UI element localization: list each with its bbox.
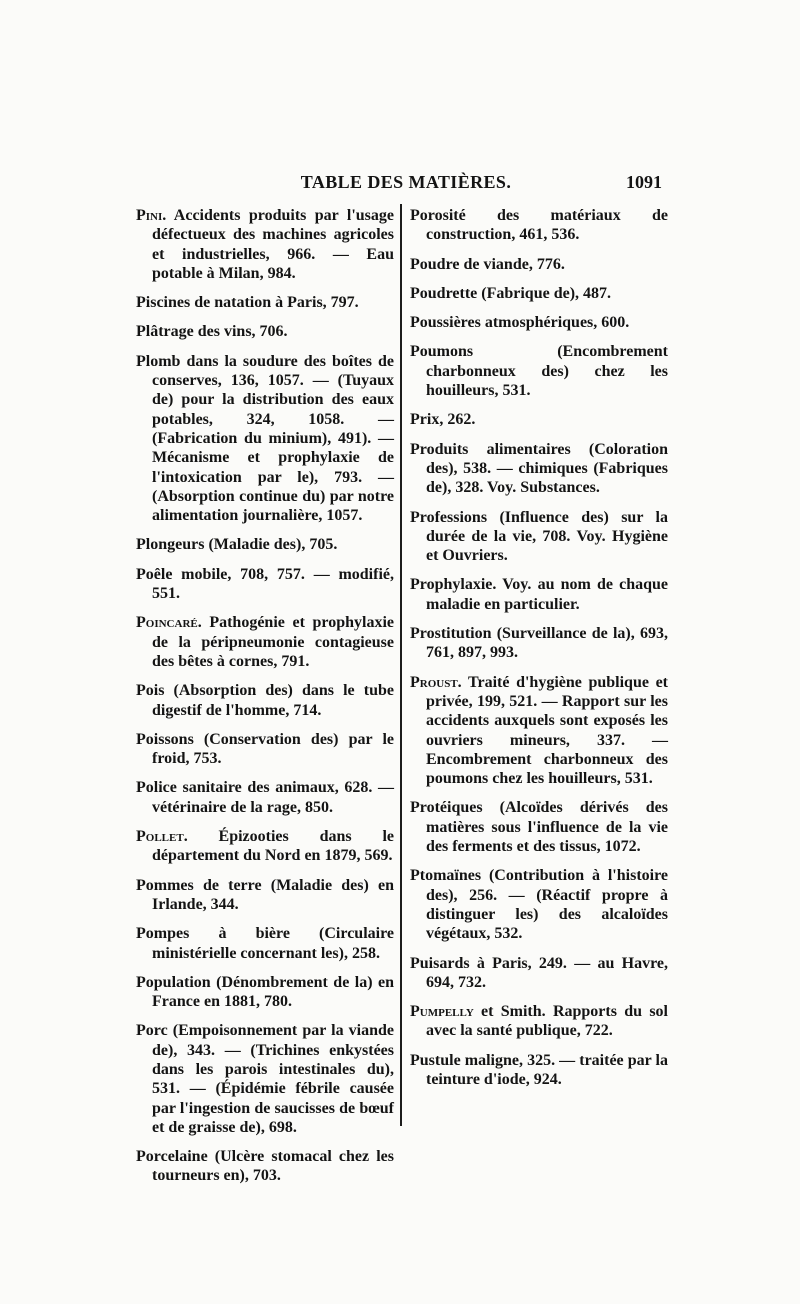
page-header [136,172,676,196]
index-entry [136,924,394,963]
entry-text: Pompes à bière (Circulaire ministérielle concernant les), 258. [136,925,394,962]
entry-text: Poudre de viande, 776. [410,255,565,273]
column-divider [400,204,402,1126]
index-entry [410,508,668,566]
index-entry [136,1147,394,1186]
entry-text: Police sanitaire des animaux, 628. — vétérinaire de la rage, 850. [136,779,394,816]
entry-text: Ptomaïnes (Contribution à l'histoire des), 256. — (Réactif propre à distinguer les) des alcaloïdes végétaux, 532. [410,867,668,943]
entry-text: Pustule maligne, 325. — traitée par la teinture d'iode, 924. [410,1051,668,1088]
index-entry [136,322,394,341]
entry-text: Pois (Absorption des) dans le tube digestif de l'homme, 714. [136,682,394,719]
index-entry [410,440,668,498]
index-entry [136,565,394,604]
entry-head: Pumpelly [410,1003,474,1021]
entry-head: Pollet [136,828,184,846]
running-title: TABLE DES MATIÈRES. [300,172,512,192]
entry-text: Produits alimentaires (Coloration des), 538. — chimiques (Fabriques de), 328. Voy. Substances. [410,440,668,497]
entry-text: Pommes de terre (Maladie des) en Irlande, 344. [136,876,394,913]
entry-text: Poudrette (Fabrique de), 487. [410,284,612,302]
index-column-right [410,206,668,1099]
entry-text: Population (Dénombrement de la) en France en 1881, 780. [136,973,394,1011]
index-entry [136,827,394,866]
entry-text: Professions (Influence des) sur la durée de la vie, 708. Voy. Hygiène et Ouvriers. [410,508,668,565]
entry-text: Porc (Empoisonnement par la viande de), 343. — (Trichines enkystées dans les parois intestinales du), 531. — (Épidémie fébrile causée par l'ingestion de saucisses de bœuf et de graisse de), 698. [136,1022,394,1136]
entry-text: Piscines de natation à Paris, 797. [136,294,359,312]
entry-text: Prix, 262. [410,411,476,429]
entry-head: Proust [410,673,458,691]
index-entry [410,673,668,789]
index-entry [136,730,394,769]
index-entry [410,255,668,274]
entry-text: . Épizooties dans le département du Nord en 1879, 569. [152,828,394,865]
entry-text: Plongeurs (Maladie des), 705. [136,536,338,554]
entry-text: Plomb dans la soudure des boîtes de conserves, 136, 1057. — (Tuyaux de) pour la distribution des eaux potables, 324, 1058. — (Fabrication du minium), 491). — Mécanisme et prophylaxie de l'intoxication par le), 793. — (Absorption continue du) par notre alimentation journalière, 1057. [136,352,394,525]
entry-head: Pini [136,207,163,224]
index-entry [136,613,394,671]
index-entry [410,866,668,943]
entry-text: Poissons (Conservation des) par le froid, 753. [136,730,394,768]
entry-text: . Accidents produits par l'usage défectueux des machines agricoles et industrielles, 966. — Eau potable à Milan, 984. [152,207,394,282]
entry-text: Poussières atmosphériques, 600. [410,314,630,332]
index-entry [410,1051,668,1090]
entry-text: Poêle mobile, 708, 757. — modifié, 551. [136,565,394,603]
index-entry [136,876,394,915]
index-entry [136,206,394,283]
index-entry [410,284,668,303]
entry-text: Poumons (Encombrement charbonneux des) chez les houilleurs, 531. [410,343,668,400]
page-number: 1091 [626,172,662,192]
entry-text: . Traité d'hygiène publique et privée, 199, 521. — Rapport sur les accidents auxquels sont exposés les ouvriers mineurs, 337. — Encombrement charbonneux des poumons chez les houilleurs, 531. [426,673,668,788]
index-entry [136,293,394,312]
index-entry [410,342,668,400]
entry-head: Poincaré [136,614,198,632]
entry-text: Porosité des matériaux de construction, 461, 536. [410,207,668,244]
entry-text: et Smith. Rapports du sol avec la santé publique, 722. [426,1003,668,1040]
index-entry [410,410,668,429]
entry-text: Prophylaxie. Voy. au nom de chaque maladie en particulier. [410,576,668,613]
index-column-left [136,206,394,1196]
entry-text: Prostitution (Surveillance de la), 693, 761, 897, 993. [410,625,668,662]
index-entry [410,798,668,856]
index-entry [136,535,394,554]
index-entry [136,778,394,817]
index-entry [410,624,668,663]
index-entry [410,313,668,332]
index-entry [136,1021,394,1137]
entry-text: Protéiques (Alcoïdes dérivés des matières sous l'influence de la vie des ferments et des tissus, 1072. [410,799,668,856]
entry-text: Puisards à Paris, 249. — au Havre, 694, 732. [410,954,668,991]
entry-text: Plâtrage des vins, 706. [136,323,288,341]
index-entry [136,681,394,720]
index-entry [410,1002,668,1041]
index-entry [410,954,668,993]
index-entry [136,352,394,526]
index-entry [410,575,668,614]
entry-text: Porcelaine (Ulcère stomacal chez les tourneurs en), 703. [136,1148,394,1185]
index-entry [136,973,394,1012]
entry-text: . Pathogénie et prophylaxie de la péripneumonie contagieuse des bêtes à cornes, 791. [152,614,394,670]
index-entry [410,206,668,245]
